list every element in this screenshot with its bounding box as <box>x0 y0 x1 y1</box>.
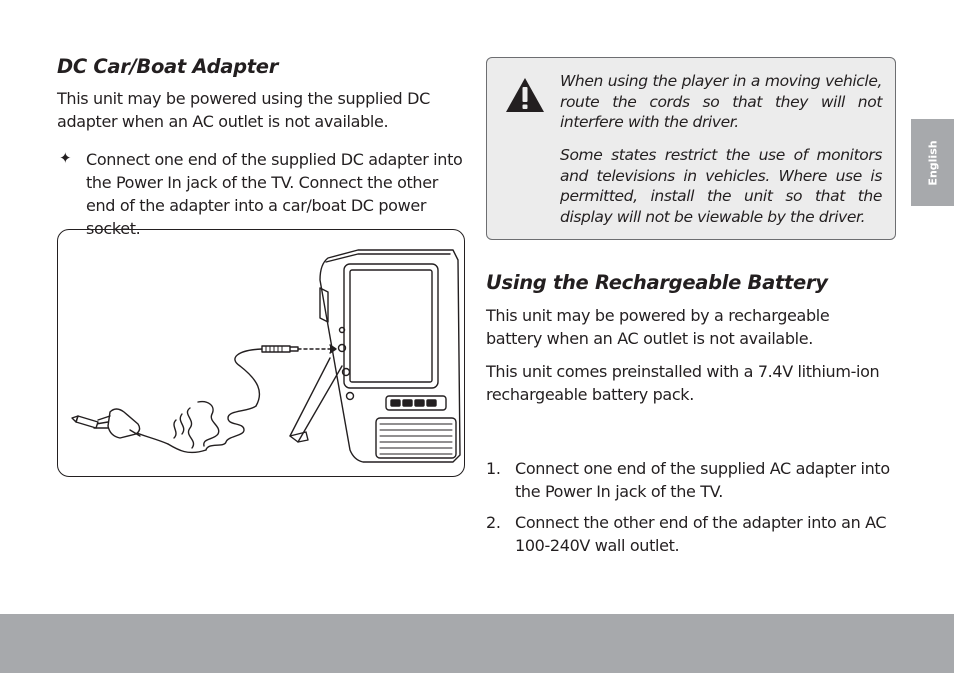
bullet-icon: ✦ <box>59 149 72 167</box>
step-1 <box>486 457 906 505</box>
dc-adapter-bullet: Connect one end of the supplied DC adapter into the Power In jack of the TV. Connect the other end of the adapter into a car/boat DC power socket. <box>86 150 463 238</box>
warning-triangle-icon <box>504 76 546 114</box>
section-heading-battery: Using the Rechargeable Battery <box>486 271 828 294</box>
footer-bar <box>0 614 954 673</box>
step-number: 1. <box>486 459 501 478</box>
step-text: Connect the other end of the adapter into an AC 100-240V wall outlet. <box>515 513 887 555</box>
step-text: Connect one end of the supplied AC adapter into the Power In jack of the TV. <box>515 459 890 501</box>
warning-box <box>486 57 896 240</box>
car-adapter-illustration <box>57 229 465 477</box>
language-tab[interactable] <box>911 119 954 206</box>
warning-state-restrictions: Some states restrict the use of monitors and televisions in vehicles. Where use is permitted, install the unit so that the display will not be viewable by the driver. <box>560 146 882 226</box>
dc-adapter-intro: This unit may be powered using the supplied DC adapter when an AC outlet is not available. <box>57 89 430 131</box>
tv-with-car-adapter-drawing <box>58 230 466 478</box>
warning-moving-vehicle: When using the player in a moving vehicle, route the cords so that they will not interfere with the driver. <box>560 72 882 131</box>
step-number: 2. <box>486 513 501 532</box>
step-2 <box>486 511 906 559</box>
battery-pack-info: This unit comes preinstalled with a 7.4V lithium-ion rechargeable battery pack. <box>486 362 880 404</box>
battery-intro: This unit may be powered by a rechargeable battery when an AC outlet is not available. <box>486 306 830 348</box>
section-heading-dc-adapter: DC Car/Boat Adapter <box>57 55 279 78</box>
language-tab-label: English <box>926 139 939 186</box>
